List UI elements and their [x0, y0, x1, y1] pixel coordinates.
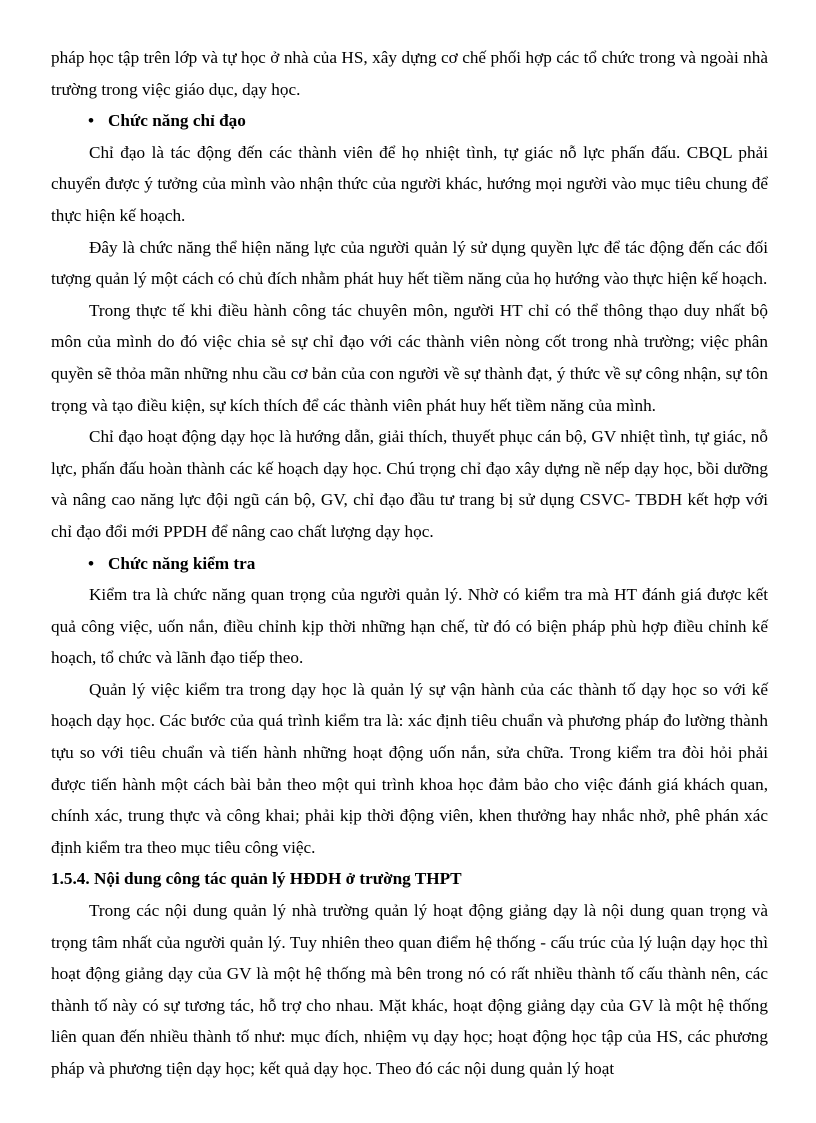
paragraph: Trong các nội dung quản lý nhà trường quản lý hoạt động giảng dạy là nội dung quan trọng và trọng tâm nhất của người quản lý. Tuy nhiên theo quan điểm hệ thống - cấu trúc của lý luận dạy học thì hoạt động giảng dạy của GV là một hệ thống mà bên trong nó có rất nhiều thành tố cấu thành nên, các thành tố này có sự tương tác, hỗ trợ cho nhau. Mặt khác, hoạt động giảng dạy của GV là một hệ thống liên quan đến nhiều thành tố như: mục đích, nhiệm vụ dạy học; hoạt động học tập của HS, các phương pháp và phương tiện dạy học; kết quả dạy học. Theo đó các nội dung quản lý hoạt	[51, 901, 768, 1078]
paragraph: Đây là chức năng thể hiện năng lực của người quản lý sử dụng quyền lực để tác động đến các đối tượng quản lý một cách có chủ đích nhằm phát huy hết tiềm năng của họ hướng vào thực hiện kế hoạch.	[51, 237, 768, 289]
paragraph: Chỉ đạo là tác động đến các thành viên để họ nhiệt tình, tự giác nỗ lực phấn đấu. CBQL phải chuyển được ý tưởng của mình vào nhận thức của người khác, hướng mọi người vào mục tiêu chung để thực hiện kế hoạch.	[51, 142, 768, 225]
bullet-heading-inspection	[51, 548, 768, 580]
bullet-heading-text: Chức năng kiểm tra	[108, 553, 256, 573]
paragraph-continuation: pháp học tập trên lớp và tự học ở nhà của HS, xây dựng cơ chế phối hợp các tổ chức trong và ngoài nhà trường trong việc giáo dục, dạy học.	[51, 48, 768, 99]
document-page	[51, 42, 768, 1085]
paragraph: Quản lý việc kiểm tra trong dạy học là quản lý sự vận hành của các thành tố dạy học so với kế hoạch dạy học. Các bước của quá trình kiểm tra là: xác định tiêu chuẩn và phương pháp đo lường thành tựu so với tiêu chuẩn và tiến hành những hoạt động uốn nắn, sửa chữa. Trong kiểm tra đòi hỏi phải được tiến hành một cách bài bản theo một qui trình khoa học đảm bảo cho việc đánh giá khách quan, chính xác, trung thực và công khai; phải kịp thời động viên, khen thưởng hay nhắc nhở, phê phán xác định kiểm tra theo mục tiêu công việc.	[51, 679, 768, 857]
bullet-heading-directing	[51, 105, 768, 137]
paragraph: Chỉ đạo hoạt động dạy học là hướng dẫn, giải thích, thuyết phục cán bộ, GV nhiệt tình, tự giác, nỗ lực, phấn đấu hoàn thành các kế hoạch dạy học. Chú trọng chỉ đạo xây dựng nề nếp dạy học, bồi dưỡng và nâng cao năng lực đội ngũ cán bộ, GV, chỉ đạo đầu tư trang bị sử dụng CSVC- TBDH kết hợp với chỉ đạo đổi mới PPDH để nâng cao chất lượng dạy học.	[51, 427, 768, 541]
bullet-heading-text: Chức năng chỉ đạo	[108, 111, 246, 131]
paragraph: Trong thực tế khi điều hành công tác chuyên môn, người HT chỉ có thể thông thạo duy nhất bộ môn của mình do đó việc chia sẻ sự chỉ đạo với các thành viên nòng cốt trong nhà trường; việc phân quyền sẽ thỏa mãn những nhu cầu cơ bản của con người về sự thành đạt, ý thức về sự công nhận, sự tôn trọng và tạo điều kiện, sự kích thích để các thành viên phát huy hết tiềm năng của mình.	[51, 300, 768, 415]
bullet-icon: •	[88, 111, 95, 131]
bullet-icon: •	[88, 553, 95, 573]
paragraph: Kiểm tra là chức năng quan trọng của người quản lý. Nhờ có kiểm tra mà HT đánh giá được kết quả công việc, uốn nắn, điều chỉnh kịp thời những hạn chế, từ đó có biện pháp phù hợp điều chỉnh kế hoạch, tổ chức và lãnh đạo tiếp theo.	[51, 585, 768, 668]
section-heading: 1.5.4. Nội dung công tác quản lý HĐDH ở trường THPT	[51, 869, 462, 889]
